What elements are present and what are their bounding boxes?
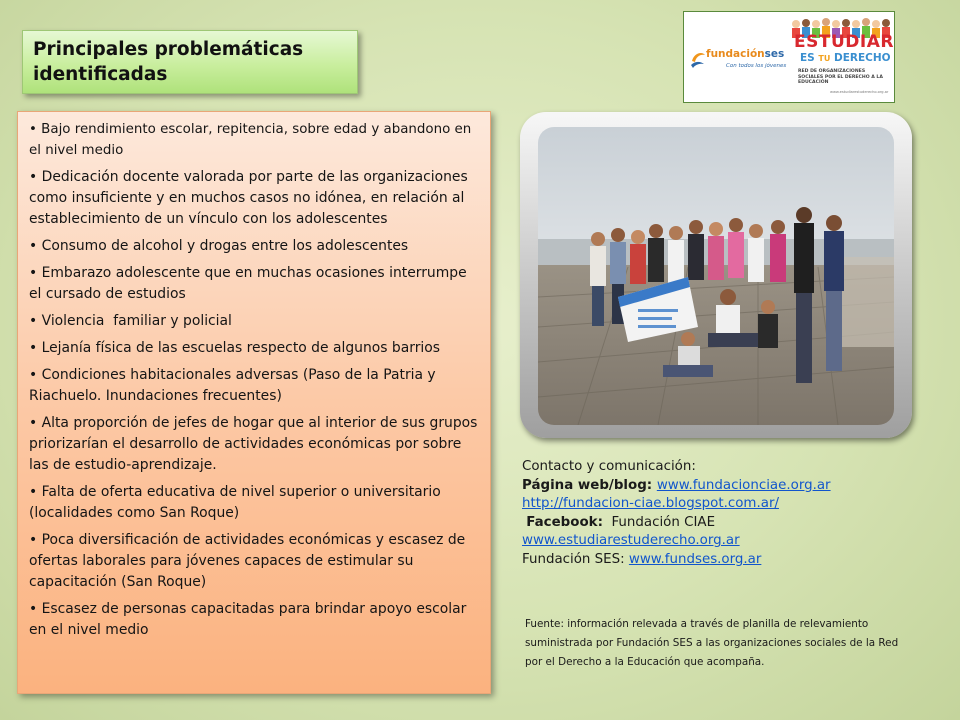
list-item-text: Violencia familiar y policial [41, 313, 232, 329]
bullet-icon: • [29, 484, 38, 500]
estudiar-word: ESTUDIAR [794, 32, 894, 52]
list-item [29, 530, 482, 593]
bullet-icon: • [29, 169, 38, 185]
page-title: Principales problemáticas identificadas [33, 39, 304, 85]
estudiar-logo [790, 16, 892, 100]
list-item [29, 263, 482, 305]
ses-tagline: Con todos los jóvenes [726, 63, 787, 69]
list-item-text: Alta proporción de jefes de hogar que al interior de sus grupos priorizarían el desarrollo de actividades económicas por sobre las de estudio-aprendizaje. [29, 415, 478, 473]
estudiar-logo-url: www.estudiarestuderecho.org.ar [830, 90, 889, 94]
group-photo [538, 127, 894, 425]
bullet-icon: • [29, 122, 37, 137]
facebook-value: Fundación CIAE [611, 514, 716, 530]
web-link[interactable]: www.fundacionciae.org.ar [656, 477, 831, 493]
estudiar-tu: TU [818, 54, 831, 63]
list-item [29, 365, 482, 407]
contact-ses-line [522, 551, 942, 570]
list-item-text: Falta de oferta educativa de nivel superior o universitario (localidades como San Roque) [29, 484, 441, 521]
source-note: Fuente: información relevada a través de planilla de relevamiento suministrada por Fundación SES a las organizaciones sociales de la Red por el Derecho a la Educación que acompaña. [525, 618, 899, 668]
list-item [29, 236, 482, 257]
bullet-icon: • [29, 415, 38, 431]
partner-logos [683, 11, 895, 103]
estudiar-subtitle [800, 52, 891, 64]
list-item [29, 311, 482, 332]
bullet-icon: • [29, 367, 38, 383]
list-item-text: Escasez de personas capacitadas para brindar apoyo escolar en el nivel medio [29, 601, 467, 638]
bullet-icon: • [29, 601, 38, 617]
contact-blog-line [522, 495, 942, 514]
blog-link[interactable]: http://fundacion-ciae.blogspot.com.ar/ [522, 496, 779, 512]
problems-list [29, 119, 482, 641]
list-item-text: Lejanía física de las escuelas respecto de algunos barrios [41, 340, 441, 356]
contact-heading: Contacto y comunicación: [522, 459, 696, 474]
problems-panel [17, 111, 491, 694]
group-photo-image [538, 127, 894, 425]
list-item [29, 413, 482, 476]
title-box [22, 30, 358, 94]
ses-logo-text [706, 48, 784, 60]
list-item-text: Dedicación docente valorada por parte de las organizaciones como insuficiente y en muchos casos no idónea, en relación al establecimiento de un vínculo con los adolescentes [29, 169, 468, 227]
contact-estudiar-line [522, 532, 942, 551]
list-item-text: Condiciones habitacionales adversas (Paso de la Patria y Riachuelo. Inundaciones frecuentes) [29, 367, 436, 404]
estudiar-es: ES [800, 52, 815, 64]
ses-label: Fundación SES: [522, 551, 629, 567]
list-item-text: Consumo de alcohol y drogas entre los adolescentes [41, 238, 409, 254]
contact-web-line [522, 477, 942, 496]
bullet-icon: • [29, 340, 38, 356]
list-item-text: Bajo rendimiento escolar, repitencia, sobre edad y abandono en el nivel medio [29, 122, 472, 158]
list-item-text: Poca diversificación de actividades económicas y escasez de ofertas laborales para jóvenes capaces de estimular su capacitación (San Roque) [29, 532, 466, 590]
facebook-label: Facebook: [526, 514, 603, 530]
ses-swirl-icon [690, 49, 706, 69]
list-item [29, 119, 482, 161]
ses-link[interactable]: www.fundses.org.ar [628, 551, 762, 567]
bullet-icon: • [29, 313, 38, 329]
web-label: Página web/blog: [522, 477, 657, 493]
estudiar-derecho: DERECHO [834, 52, 891, 64]
contact-facebook-line [522, 514, 942, 533]
contact-section [522, 458, 942, 570]
bullet-icon: • [29, 265, 38, 281]
estudiar-link[interactable]: www.estudiarestuderecho.org.ar [522, 533, 740, 549]
list-item [29, 482, 482, 524]
ses-name-b: ses [764, 48, 785, 60]
list-item [29, 599, 482, 641]
list-item-text: Embarazo adolescente que en muchas ocasiones interrumpe el cursado de estudios [29, 265, 467, 302]
list-item [29, 338, 482, 359]
bullet-icon: • [29, 532, 38, 548]
ses-name-a: fundación [706, 48, 765, 60]
fundacion-ses-logo [690, 46, 787, 76]
bullet-icon: • [29, 238, 38, 254]
estudiar-red-text: RED DE ORGANIZACIONES SOCIALES POR EL DERECHO A LA EDUCACIÓN [798, 69, 883, 86]
list-item [29, 167, 482, 230]
group-photo-frame [520, 112, 912, 438]
